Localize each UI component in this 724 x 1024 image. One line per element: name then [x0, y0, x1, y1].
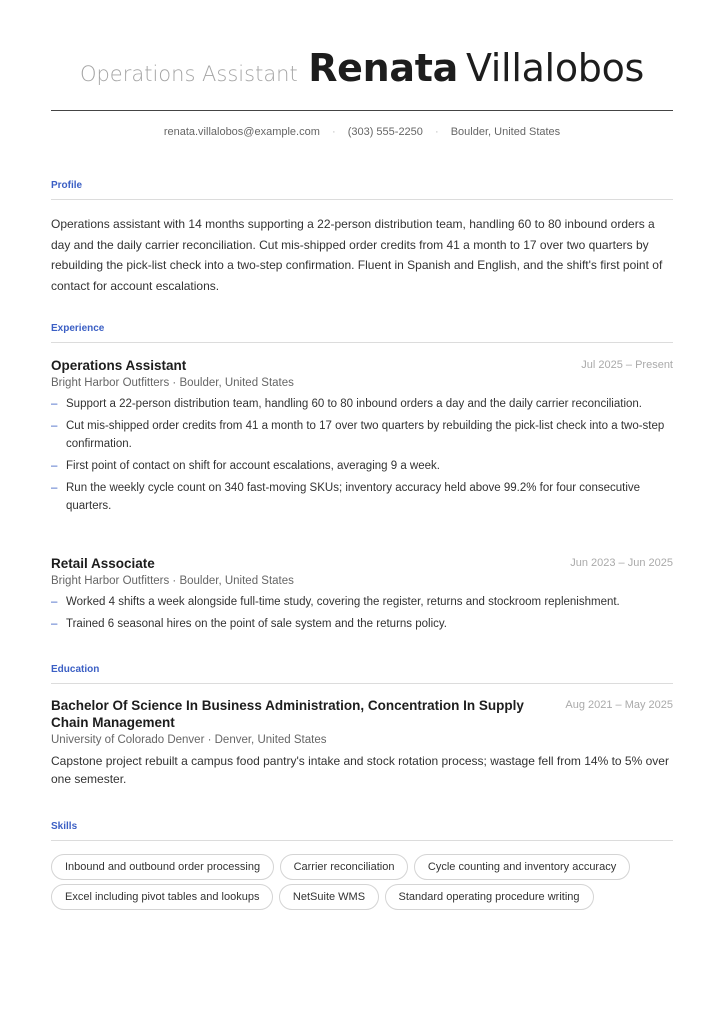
- education-degree: Bachelor Of Science In Business Administration, Concentration In Supply Chain Management: [51, 698, 524, 730]
- contact-separator: ·: [434, 126, 439, 138]
- skill-chip: Cycle counting and inventory accuracy: [414, 854, 630, 880]
- first-name: Renata: [308, 46, 458, 90]
- bullet-item: [51, 593, 673, 611]
- bullet-item: [51, 395, 673, 413]
- bullet-text: Run the weekly cycle count on 340 fast-moving SKUs; inventory accuracy held above 99.2% for four consecutive quarters.: [66, 482, 641, 512]
- bullet-dash: –: [51, 596, 58, 608]
- bullet-text: Cut mis-shipped order credits from 41 a month to 17 over two quarters by rebuilding the pick-list check into a two-step confirmation.: [66, 420, 665, 450]
- job-title: Operations Assistant: [79, 62, 298, 86]
- bullet-dash: –: [51, 482, 58, 494]
- bullet-item: [51, 615, 673, 633]
- bullet-text: Worked 4 shifts a week alongside full-time study, covering the register, returns and stockroom replenishment.: [66, 596, 620, 608]
- section-title-education: Education: [51, 664, 673, 684]
- skill-chip: Excel including pivot tables and lookups: [51, 884, 273, 910]
- experience-bullets: [51, 395, 673, 515]
- skill-chip: Carrier reconciliation: [280, 854, 409, 880]
- education-description: Capstone project rebuilt a campus food pantry's intake and stock rotation process; wastage fell from 14% to 5% over one semester.: [51, 754, 669, 786]
- contact-location: Boulder, United States: [450, 126, 561, 138]
- education-dates: Aug 2021 – May 2025: [565, 699, 673, 711]
- section-title-profile: Profile: [51, 180, 673, 200]
- contact-email: renata.villalobos@example.com: [163, 126, 320, 138]
- bullet-text: Support a 22-person distribution team, handling 60 to 80 inbound orders a day and the daily carrier reconciliation.: [66, 398, 642, 410]
- experience-dates: Jul 2025 – Present: [581, 359, 673, 371]
- bullet-item: [51, 417, 673, 453]
- skills-list: [51, 854, 673, 914]
- experience-entry: [51, 357, 673, 519]
- contact-phone: (303) 555-2250: [347, 126, 423, 138]
- bullet-dash: –: [51, 618, 58, 630]
- bullet-text: Trained 6 seasonal hires on the point of sale system and the returns policy.: [66, 618, 447, 630]
- experience-entry-header: [51, 357, 673, 376]
- contact-line: [51, 126, 673, 138]
- contact-separator: ·: [331, 126, 336, 138]
- resume-header: [51, 40, 673, 111]
- experience-role: Operations Assistant: [51, 358, 187, 373]
- bullet-item: [51, 457, 673, 475]
- experience-org: Bright Harbor Outfitters · Boulder, United States: [51, 575, 294, 587]
- skill-chip: Standard operating procedure writing: [385, 884, 594, 910]
- bullet-dash: –: [51, 460, 58, 472]
- experience-role: Retail Associate: [51, 556, 155, 571]
- education-org: University of Colorado Denver · Denver, United States: [51, 734, 327, 746]
- skill-chip: NetSuite WMS: [279, 884, 379, 910]
- experience-entry-header: [51, 555, 673, 574]
- bullet-dash: –: [51, 398, 58, 410]
- education-entry-header: [51, 697, 673, 731]
- bullet-text: First point of contact on shift for account escalations, averaging 9 a week.: [66, 460, 440, 472]
- education-entry: [51, 697, 673, 788]
- experience-entry: [51, 555, 673, 637]
- skill-chip: Inbound and outbound order processing: [51, 854, 274, 880]
- section-title-experience: Experience: [51, 323, 673, 343]
- bullet-dash: –: [51, 420, 58, 432]
- name-line: [51, 46, 673, 90]
- experience-dates: Jun 2023 – Jun 2025: [570, 557, 673, 569]
- section-title-skills: Skills: [51, 821, 673, 841]
- bullet-item: [51, 479, 673, 515]
- last-name: Villalobos: [465, 46, 645, 90]
- experience-org: Bright Harbor Outfitters · Boulder, United States: [51, 377, 294, 389]
- experience-bullets: [51, 593, 673, 633]
- profile-summary: Operations assistant with 14 months supporting a 22-person distribution team, handling 60 to 80 inbound orders a day and the daily carrier reconciliation. Cut mis-shipped order credits from 41 a month to 17 over two quarters by rebuilding the pick-list check into a two-step confirmation. Fluent in Spanish and English, and the shift's first point of contact for account escalations.: [51, 217, 663, 293]
